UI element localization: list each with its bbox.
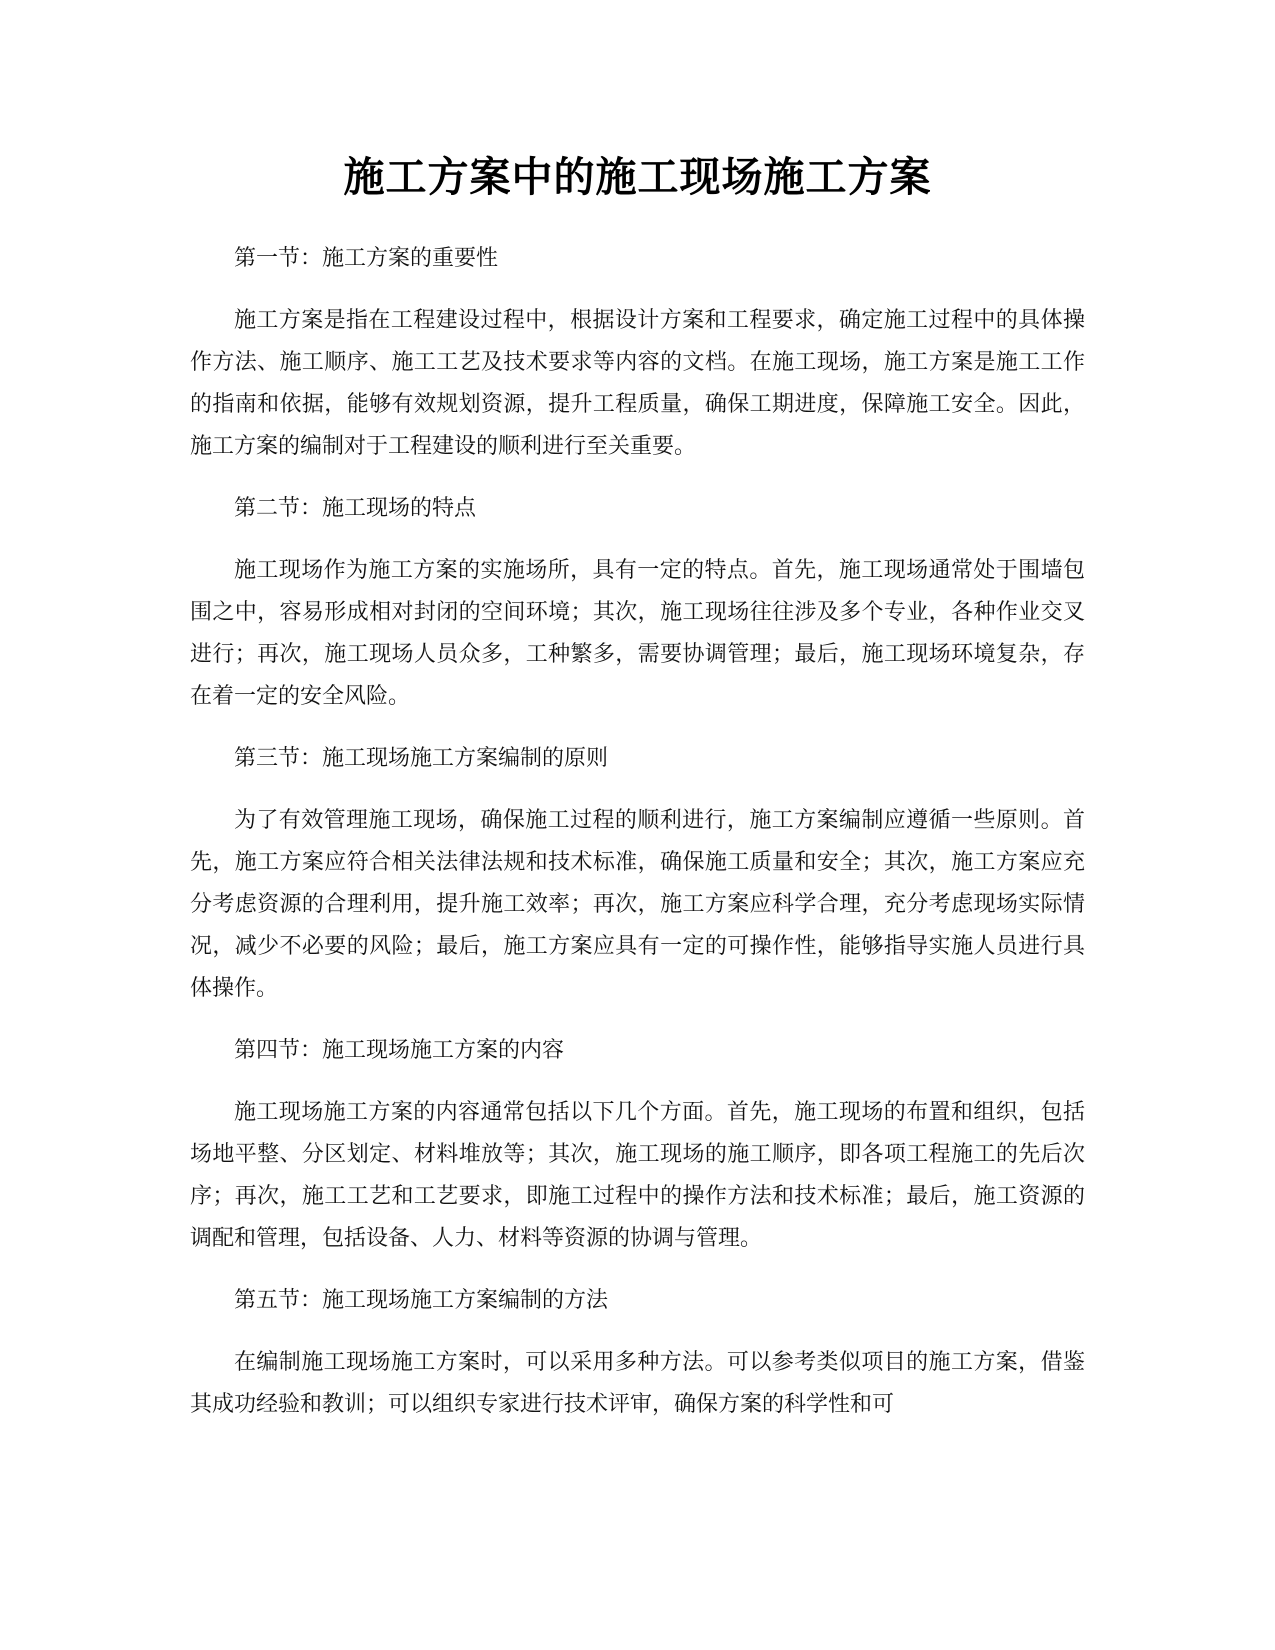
section-5-paragraph: 在编制施工现场施工方案时，可以采用多种方法。可以参考类似项目的施工方案，借鉴其成功经验和教训；可以组织专家进行技术评审，确保方案的科学性和可: [190, 1350, 1085, 1417]
section-1-heading: 第一节：施工方案的重要性: [234, 246, 499, 271]
section-2-heading: 第二节：施工现场的特点: [234, 496, 477, 521]
section-1-paragraph: 施工方案是指在工程建设过程中，根据设计方案和工程要求，确定施工过程中的具体操作方法、施工顺序、施工工艺及技术要求等内容的文档。在施工现场，施工方案是施工工作的指南和依据，能够有效规划资源，提升工程质量，确保工期进度，保障施工安全。因此，施工方案的编制对于工程建设的顺利进行至关重要。: [190, 308, 1085, 459]
document-title: 施工方案中的施工现场施工方案: [343, 153, 932, 201]
section-2-paragraph: 施工现场作为施工方案的实施场所，具有一定的特点。首先，施工现场通常处于围墙包围之中，容易形成相对封闭的空间环境；其次，施工现场往往涉及多个专业，各种作业交叉进行；再次，施工现场人员众多，工种繁多，需要协调管理；最后，施工现场环境复杂，存在着一定的安全风险。: [190, 558, 1085, 709]
document-body: [190, 238, 1085, 1426]
section-3-heading: 第三节：施工现场施工方案编制的原则: [234, 746, 609, 771]
section-4-heading: 第四节：施工现场施工方案的内容: [234, 1038, 565, 1063]
section-3-paragraph: 为了有效管理施工现场，确保施工过程的顺利进行，施工方案编制应遵循一些原则。首先，施工方案应符合相关法律法规和技术标准，确保施工质量和安全；其次，施工方案应充分考虑资源的合理利用，提升施工效率；再次，施工方案应科学合理，充分考虑现场实际情况，减少不必要的风险；最后，施工方案应具有一定的可操作性，能够指导实施人员进行具体操作。: [190, 808, 1085, 1001]
section-4-paragraph: 施工现场施工方案的内容通常包括以下几个方面。首先，施工现场的布置和组织，包括场地平整、分区划定、材料堆放等；其次，施工现场的施工顺序，即各项工程施工的先后次序；再次，施工工艺和工艺要求，即施工过程中的操作方法和技术标准；最后，施工资源的调配和管理，包括设备、人力、材料等资源的协调与管理。: [190, 1100, 1085, 1251]
section-5-heading: 第五节：施工现场施工方案编制的方法: [234, 1288, 609, 1313]
